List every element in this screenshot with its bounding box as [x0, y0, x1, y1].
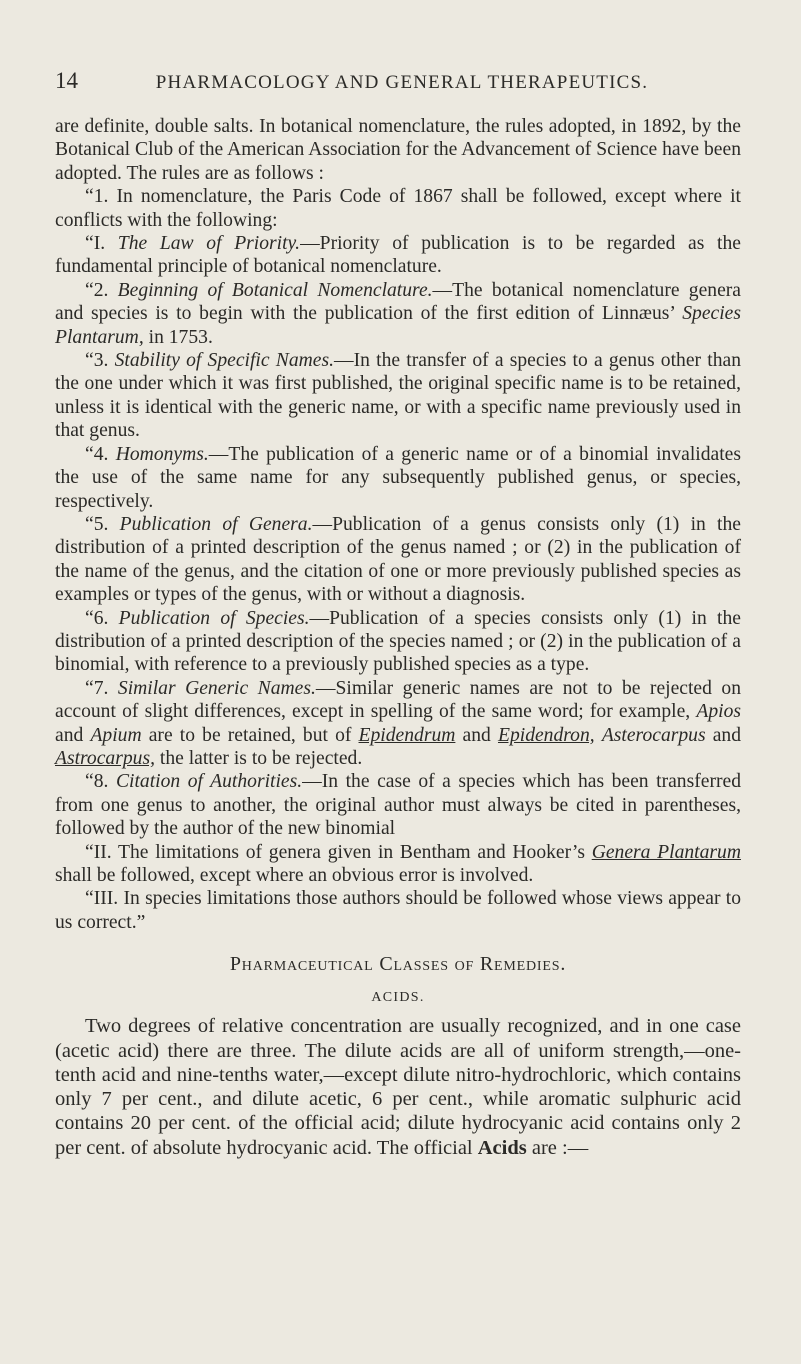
rule-number: “3.: [85, 350, 109, 372]
paragraph-text: are :—: [531, 1136, 589, 1159]
paragraph-publication-species: [55, 607, 741, 677]
subsection-title: ACIDS.: [371, 990, 425, 1006]
rule-text: —The publication of a generic name or of a binomial invalidates the use of the same name for any subsequently published genus, or species, respectively.: [55, 443, 741, 512]
rule-text: —Publication of a genus consists only (1) in the distribution of a printed description of the genus named ; or (2) in the publication of the name of the genus, and the citation of one or more previously published species as examples or types of the genus, with or without a diagnosis.: [55, 513, 741, 606]
acids-body: [55, 1014, 741, 1160]
paragraph-beginning-nomenclature: [55, 279, 741, 349]
rule-title: Publication of Genera.: [119, 513, 313, 535]
rule-text: —Publication of a species consists only (1) in the distribution of a printed description of the species named ; or (2) in the publication of a binomial, with reference to a previously published species as a type.: [55, 607, 741, 676]
rule-title: Homonyms.: [115, 443, 209, 465]
rule-number: “4.: [85, 443, 109, 465]
rule-title: Similar Generic Names.: [117, 677, 316, 699]
paragraph-acids: [55, 1014, 741, 1160]
rule-text: —The botanical nomenclature genera and species is to begin with the publication of the first edition of Linnæus’: [55, 279, 741, 325]
rule-text: shall be followed, except where an obvious error is involved.: [55, 865, 534, 886]
page-header: [55, 68, 741, 98]
paragraph-stability-names: [55, 349, 741, 443]
rule-text: and: [55, 724, 84, 746]
rule-number: “8.: [85, 771, 109, 793]
italic-title: Species Plantarum,: [55, 303, 741, 348]
paragraph-rule-III: “III. In species limitations those authors should be followed whose views appear to us correct.”: [55, 888, 741, 933]
rule-number: “7.: [85, 677, 109, 699]
italic-title-underlined: Genera Plantarum: [591, 841, 741, 863]
rule-text: —In the case of a species which has been transferred from one genus to another, the original author must always be cited in parentheses, followed by the author of the new binomial: [55, 771, 741, 840]
paragraph-text: Two degrees of relative concentration are usually recognized, and in one case (acetic acid) there are three. The dilute acids are all of uniform strength,—one-tenth acid and nine-tenths water,—except dilute nitro-hydrochloric, which contains only 7 per cent., and dilute acetic, 6 per cent., while aromatic sulphuric acid contains 20 per cent. of the official acid; dilute hydrocyanic acid contains only 2 per cent. of absolute hydrocyanic acid. The official: [55, 1015, 741, 1159]
genus-name: [359, 725, 456, 746]
rule-number: “6.: [85, 607, 109, 629]
rule-title: Publication of Species.: [118, 607, 310, 629]
genus-name-underlined: Astrocarpus,: [55, 747, 155, 769]
rule-title: Beginning of Botanical Nomenclature.: [117, 279, 433, 301]
genus-name: Apium: [90, 724, 142, 746]
paragraph-similar-generic-names: [55, 677, 741, 771]
rule-title: Stability of Specific Names.: [114, 350, 335, 372]
running-head: PHARMACOLOGY AND GENERAL THERAPEUTICS.: [155, 72, 649, 93]
genus-name: Asterocarpus: [601, 724, 706, 746]
rule-title: Citation of Authorities.: [115, 771, 303, 793]
bold-term: Acids: [477, 1136, 527, 1159]
paragraph-rule-II: [55, 841, 741, 888]
italic-title: [592, 842, 741, 863]
rule-text: —In the transfer of a species to a genus other than the one under which it was first published, the original specific name is to be retained, unless it is identical with the generic name, or with a specific name previously used in that genus.: [55, 350, 741, 442]
rule-number: “2.: [85, 279, 109, 301]
paragraph-publication-genera: [55, 513, 741, 607]
rule-text: —Similar generic names are not to be rejected on account of slight differences, except in spelling of the same word; for example,: [55, 677, 741, 723]
rule-text: “II. The limitations of genera given in Bentham and Hooker’s: [85, 841, 585, 863]
rule-text: the latter is to be rejected.: [159, 747, 363, 769]
rule-title: The Law of Priority.: [117, 233, 301, 255]
body-text: [55, 115, 741, 934]
page-number: 14: [55, 68, 78, 93]
section-title: Pharmaceutical Classes of Remedies.: [229, 953, 567, 976]
genus-name: [55, 748, 155, 769]
rule-text: and: [712, 724, 742, 746]
paragraph-continuation: are definite, double salts. In botanical nomenclature, the rules adopted, in 1892, by the Botanical Club of the American Association for the Advancement of Science have been adopted. The rules are as follows :: [55, 116, 741, 184]
paragraph-rule-1: “1. In nomenclature, the Paris Code of 1867 shall be followed, except where it conflicts with the following:: [55, 186, 741, 231]
genus-name-underlined: Epidendrum: [358, 724, 456, 746]
paragraph-citation-authorities: [55, 770, 741, 840]
rule-text: are to be retained, but of: [148, 724, 352, 746]
paragraph-law-of-priority: [55, 232, 741, 279]
rule-text: in 1753.: [148, 326, 213, 348]
rule-text: —Priority of publication is to be regarded as the fundamental principle of botanical nomenclature.: [55, 233, 741, 278]
genus-name: Apios: [696, 701, 741, 723]
genus-name: [498, 725, 595, 746]
rule-text: and: [462, 724, 491, 746]
rule-number: “I.: [85, 233, 106, 255]
paragraph-homonyms: [55, 443, 741, 513]
genus-name-underlined: Epidendron,: [497, 724, 595, 746]
rule-number: “5.: [85, 513, 109, 535]
